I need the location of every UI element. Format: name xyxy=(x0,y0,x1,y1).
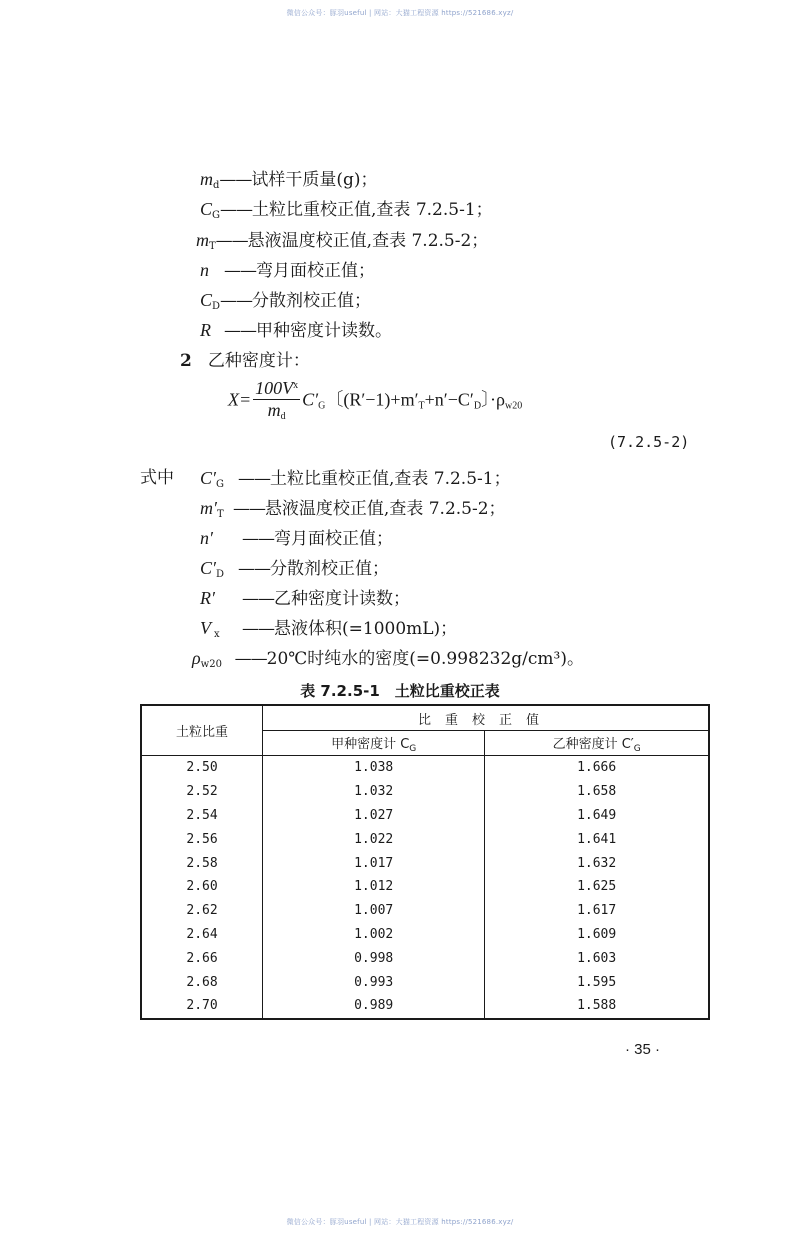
header-subscript: G xyxy=(633,743,641,754)
cell-gravity: 2.60 xyxy=(141,875,263,899)
definition-cd-prime xyxy=(200,557,389,586)
table-row xyxy=(141,780,709,804)
symbol-subscript: d xyxy=(213,180,220,191)
symbol: m xyxy=(196,230,209,250)
table-row xyxy=(141,756,709,780)
cell-cg-prime: 1.595 xyxy=(485,970,709,994)
cell-cg: 0.993 xyxy=(263,970,485,994)
cell-gravity: 2.54 xyxy=(141,804,263,828)
definition-text: 悬液温度校正值,查表 7.2.5-2； xyxy=(247,231,489,251)
symbol: C′ xyxy=(200,468,216,488)
cell-cg-prime: 1.649 xyxy=(485,804,709,828)
cell-gravity: 2.58 xyxy=(141,851,263,875)
cell-gravity: 2.68 xyxy=(141,970,263,994)
symbol: R′ xyxy=(200,588,215,608)
item-title: 乙种密度计： xyxy=(207,351,310,371)
table-row xyxy=(141,970,709,994)
formula-bracket-mid: +n′−C′ xyxy=(424,389,474,410)
formula-bracket: 〔(R′−1)+m′ xyxy=(325,389,419,410)
dash: —— xyxy=(215,231,248,251)
definition-text: 悬液温度校正值,查表 7.2.5-2； xyxy=(264,499,506,519)
numerator xyxy=(253,376,300,400)
cell-gravity: 2.50 xyxy=(141,756,263,780)
formula-bracket-end: 〕·ρ xyxy=(481,389,506,410)
dash: —— xyxy=(237,559,270,579)
definition-text: 土粒比重校正值,查表 7.2.5-1； xyxy=(252,200,493,220)
definition-rho-w20 xyxy=(192,647,584,676)
cell-cg: 0.998 xyxy=(263,946,485,970)
item-2-heading xyxy=(180,350,310,372)
definition-cg-prime xyxy=(200,467,511,496)
table-row xyxy=(141,946,709,970)
formula-lhs: X= xyxy=(228,389,252,410)
header-text: 乙种密度计 C′ xyxy=(552,736,634,752)
equation-number: (7.2.5-2) xyxy=(608,433,690,451)
symbol: C xyxy=(200,199,213,219)
dash: —— xyxy=(242,589,274,609)
dash: —— xyxy=(220,200,253,220)
cell-cg-prime: 1.625 xyxy=(485,875,709,899)
numerator-sub: x xyxy=(293,380,299,391)
cell-cg: 1.027 xyxy=(263,804,485,828)
denominator xyxy=(253,400,300,427)
page-number: · 35 · xyxy=(625,1041,661,1058)
numerator-text: 100V xyxy=(255,378,294,398)
symbol: V xyxy=(200,618,211,638)
symbol-subscript: G xyxy=(212,210,221,221)
symbol: m′ xyxy=(200,498,217,518)
definition-vx xyxy=(200,617,457,646)
fraction xyxy=(253,376,300,427)
cell-cg: 0.989 xyxy=(263,994,485,1019)
cell-gravity: 2.62 xyxy=(141,899,263,923)
cell-gravity: 2.70 xyxy=(141,994,263,1019)
cell-cg-prime: 1.666 xyxy=(485,756,709,780)
cell-cg-prime: 1.658 xyxy=(485,780,709,804)
symbol: n xyxy=(200,260,209,280)
definition-text: 甲种密度计读数。 xyxy=(256,321,392,341)
symbol: C xyxy=(200,290,213,310)
definition-n-prime xyxy=(200,527,393,550)
symbol-subscript: G xyxy=(215,479,224,490)
symbol: R xyxy=(200,320,211,340)
header-correction-group: 比重校正值 xyxy=(263,705,709,731)
formula-cd-sub: D xyxy=(473,400,482,412)
dash: —— xyxy=(219,170,252,190)
symbol-subscript: D xyxy=(212,301,221,312)
table-row xyxy=(141,851,709,875)
table-caption: 表 7.2.5-1 土粒比重校正表 xyxy=(300,682,500,700)
header-text: 甲种密度计 C xyxy=(331,736,410,752)
definition-text: 悬液体积(=1000mL)； xyxy=(274,619,458,639)
cell-cg: 1.002 xyxy=(263,923,485,947)
definition-text: 分散剂校正值； xyxy=(269,559,389,579)
specific-gravity-correction-table xyxy=(140,704,710,1020)
cell-cg: 1.017 xyxy=(263,851,485,875)
cell-gravity: 2.52 xyxy=(141,780,263,804)
symbol: n′ xyxy=(200,528,213,548)
symbol-subscript: T xyxy=(209,241,216,252)
denominator-sub: d xyxy=(280,411,286,422)
item-number: 2 xyxy=(180,351,192,371)
definition-text: 弯月面校正值； xyxy=(256,261,375,281)
symbol-subscript: T xyxy=(216,509,224,520)
dash: —— xyxy=(242,529,274,549)
header-soil-specific-gravity: 土粒比重 xyxy=(141,705,263,756)
dash: —— xyxy=(224,261,256,281)
header-type-b-hydrometer xyxy=(485,731,709,756)
definition-mt-prime xyxy=(200,497,506,526)
cell-cg: 1.038 xyxy=(263,756,485,780)
cell-cg: 1.022 xyxy=(263,827,485,851)
watermark-top: 微信公众号：豚羽useful | 网站：大猫工程资源 https://521686.xyz/ xyxy=(286,9,514,17)
table-row xyxy=(141,994,709,1019)
definition-text: 乙种密度计读数； xyxy=(274,589,410,609)
cell-gravity: 2.64 xyxy=(141,923,263,947)
cell-cg-prime: 1.603 xyxy=(485,946,709,970)
formula-rho-sub: w20 xyxy=(505,400,523,412)
definition-mt xyxy=(196,229,488,258)
table-row xyxy=(141,875,709,899)
symbol: ρ xyxy=(192,648,201,668)
definition-md xyxy=(200,168,378,197)
header-subscript: G xyxy=(409,743,417,754)
symbol-subscript: D xyxy=(215,569,224,580)
cell-cg: 1.007 xyxy=(263,899,485,923)
table-row xyxy=(141,804,709,828)
header-type-a-hydrometer xyxy=(263,731,485,756)
watermark-bottom: 微信公众号：豚羽useful | 网站：大猫工程资源 https://521686.xyz/ xyxy=(286,1218,514,1226)
cell-cg-prime: 1.617 xyxy=(485,899,709,923)
definition-text: 试样干质量(g)； xyxy=(251,170,378,190)
dash: —— xyxy=(224,321,256,341)
definition-text: 分散剂校正值； xyxy=(252,291,372,311)
formula-cg-sub: G xyxy=(318,400,326,412)
formula-7-2-5-2 xyxy=(228,376,522,427)
definition-text: 土粒比重校正值,查表 7.2.5-1； xyxy=(269,469,511,489)
definition-text: 20℃时纯水的密度(=0.998232g/cm³)。 xyxy=(266,649,584,669)
definition-cd xyxy=(200,289,371,318)
denominator-text: m xyxy=(267,400,281,420)
dash: —— xyxy=(220,291,253,311)
cell-cg-prime: 1.632 xyxy=(485,851,709,875)
cell-cg-prime: 1.641 xyxy=(485,827,709,851)
definition-r-prime xyxy=(200,587,410,610)
cell-cg: 1.012 xyxy=(263,875,485,899)
formula-mt-sub: T xyxy=(418,400,425,412)
symbol: m xyxy=(200,169,213,189)
definition-cg xyxy=(200,198,493,227)
definition-text: 弯月面校正值； xyxy=(274,529,393,549)
cell-cg-prime: 1.588 xyxy=(485,994,709,1019)
table-row xyxy=(141,899,709,923)
definition-n xyxy=(200,259,375,282)
cell-cg: 1.032 xyxy=(263,780,485,804)
dash: —— xyxy=(234,649,267,669)
cell-gravity: 2.66 xyxy=(141,946,263,970)
table-row xyxy=(141,923,709,947)
symbol: C′ xyxy=(200,558,216,578)
formula-cg: C′ xyxy=(302,389,319,410)
cell-gravity: 2.56 xyxy=(141,827,263,851)
dash: —— xyxy=(232,499,265,519)
table-row xyxy=(141,827,709,851)
where-label: 式中 xyxy=(140,468,174,488)
dash: —— xyxy=(237,469,270,489)
definition-r xyxy=(200,319,392,342)
cell-cg-prime: 1.609 xyxy=(485,923,709,947)
symbol-subscript: x xyxy=(214,629,220,640)
symbol-subscript: w20 xyxy=(200,659,222,670)
dash: —— xyxy=(242,619,274,639)
